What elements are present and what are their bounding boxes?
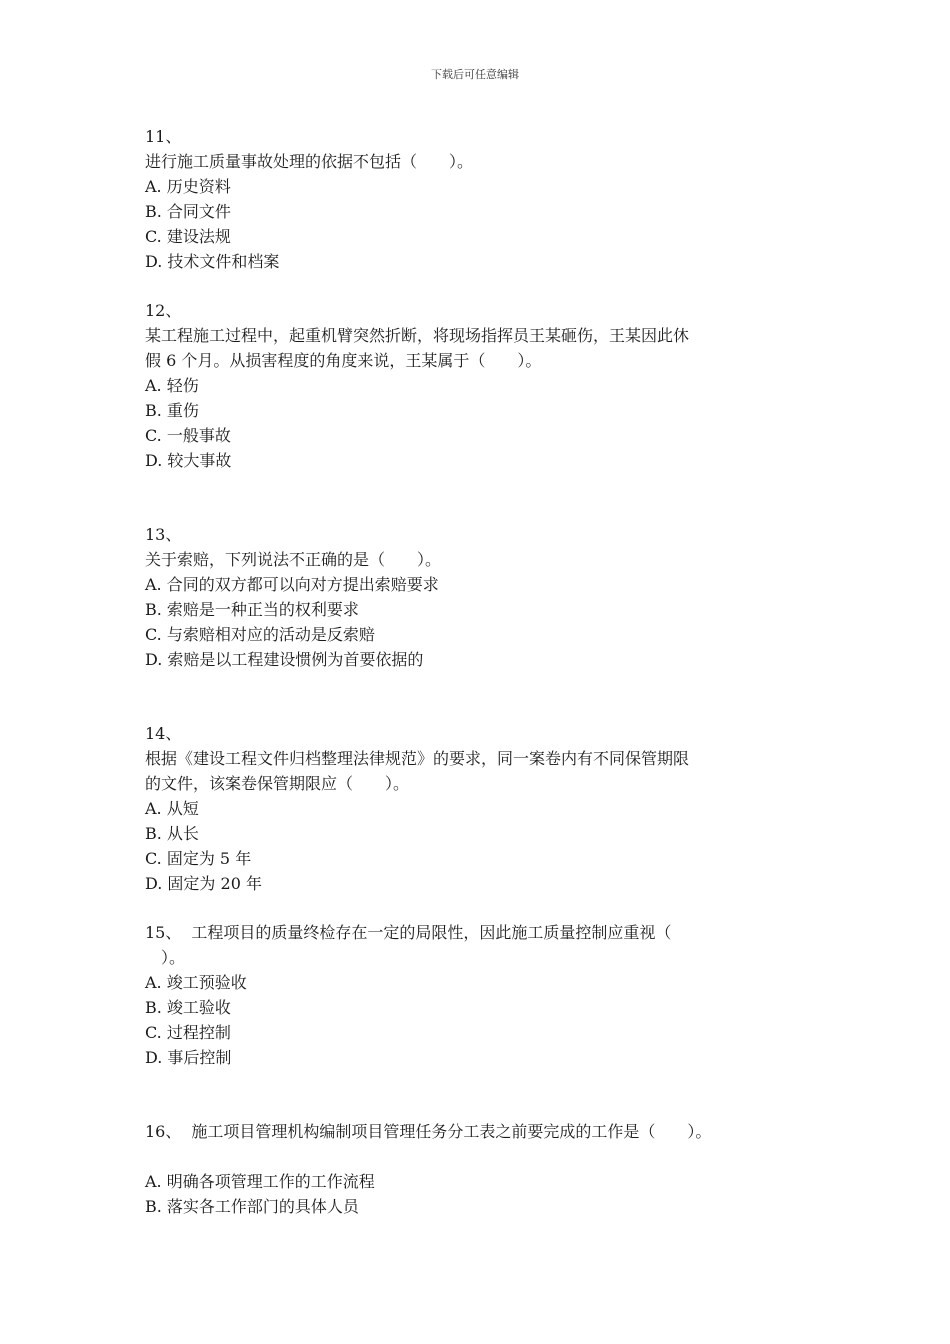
spacer [145,1144,711,1169]
question-stem: 施工项目管理机构编制项目管理任务分工表之前要完成的工作是（ ）。 [191,1122,712,1141]
question-number: 16、 [145,1122,182,1141]
option-d: D. 事后控制 [145,1048,232,1067]
question-stem-cont: ）。 [145,948,186,967]
question-stem: 某工程施工过程中，起重机臂突然折断，将现场指挥员王某砸伤，王某因此休 [145,326,690,345]
option-a: A. 轻伤 [145,376,199,395]
option-a: A. 竣工预验收 [145,973,247,992]
option-b: B. 合同文件 [145,202,231,221]
question-stem: 工程项目的质量终检存在一定的局限性，因此施工质量控制应重视（ [191,923,672,942]
option-a: A. 历史资料 [145,177,231,196]
question-stem: 根据《建设工程文件归档整理法律规范》的要求，同一案卷内有不同保管期限 [145,749,690,768]
option-c: C. 建设法规 [145,227,231,246]
page-header: 下载后可任意编辑 [431,68,519,81]
question-number: 13、 [145,525,182,544]
option-b: B. 落实各工作部门的具体人员 [145,1197,359,1216]
option-c: C. 一般事故 [145,426,231,445]
option-a: A. 从短 [145,799,199,818]
option-c: C. 与索赔相对应的活动是反索赔 [145,625,375,644]
option-c: C. 固定为 5 年 [145,849,252,868]
question-11 [145,124,473,274]
question-12 [145,298,689,473]
question-15 [145,920,671,1070]
question-stem-cont: 假 6 个月。从损害程度的角度来说，王某属于（ ）。 [145,351,542,370]
option-d: D. 固定为 20 年 [145,874,262,893]
option-b: B. 从长 [145,824,199,843]
question-14 [145,721,689,896]
option-a: A. 明确各项管理工作的工作流程 [145,1172,375,1191]
option-d: D. 索赔是以工程建设惯例为首要依据的 [145,650,424,669]
question-number: 12、 [145,301,182,320]
question-stem-line [145,1119,711,1144]
question-number: 11、 [145,127,182,146]
question-number: 15、 [145,923,182,942]
option-b: B. 索赔是一种正当的权利要求 [145,600,359,619]
question-stem: 进行施工质量事故处理的依据不包括（ ）。 [145,152,474,171]
question-13 [145,522,441,672]
option-a: A. 合同的双方都可以向对方提出索赔要求 [145,575,439,594]
question-stem-line [145,920,671,945]
option-d: D. 技术文件和档案 [145,252,280,271]
question-number: 14、 [145,724,182,743]
option-b: B. 竣工验收 [145,998,231,1017]
question-16 [145,1119,711,1219]
question-stem: 关于索赔，下列说法不正确的是（ ）。 [145,550,442,569]
option-c: C. 过程控制 [145,1023,231,1042]
option-b: B. 重伤 [145,401,199,420]
question-stem-cont: 的文件，该案卷保管期限应（ ）。 [145,774,410,793]
option-d: D. 较大事故 [145,451,232,470]
